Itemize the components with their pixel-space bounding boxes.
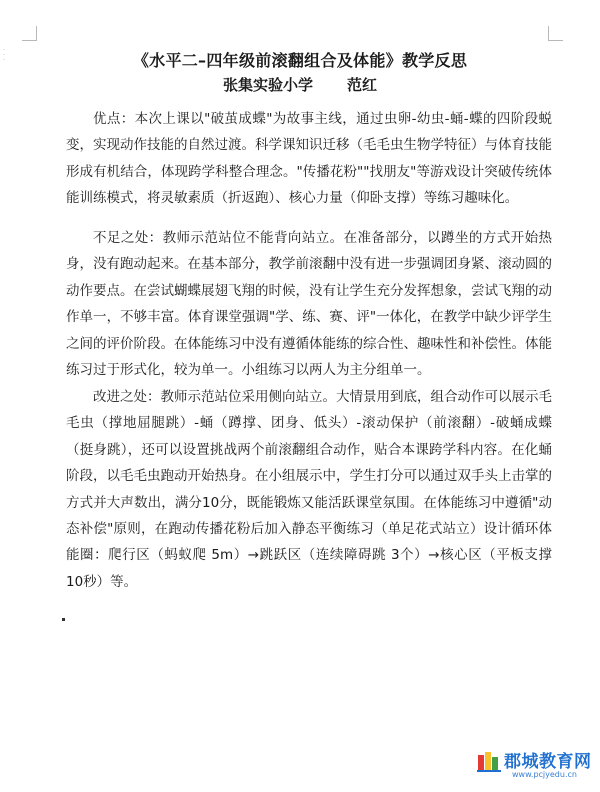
margin-dots: · · · xyxy=(3,47,5,64)
paragraph-strengths: 优点：本次上课以"破茧成蝶"为故事主线，通过虫卵-幼虫-蛹-蝶的四阶段蜕变，实现动作技能的自然过渡。科学课知识迁移（毛毛虫生物学特征）与体育技能形成有机结合，体现跨学科整合理念。"传播花粉""找朋友"等游戏设计突破传统体能训练模式，将灵敏素质（折返跑）、核心力量（仰卧支撑）等练习趣味化。 xyxy=(66,111,552,207)
crop-mark-top-left xyxy=(22,26,37,41)
author-name: 范红 xyxy=(347,76,378,94)
watermark-url: www.pcjyedu.cn xyxy=(512,770,577,779)
text-cursor-mark xyxy=(62,618,65,621)
paragraph-shortcomings: 不足之处：教师示范站位不能背向站立。在准备部分，以蹲坐的方式开始热身，没有跑动起来。在基本部分，教学前滚翻中没有进一步强调团身紧、滚动圆的动作要点。在尝试蝴蝶展翅飞翔的时候，没有让学生充分发挥想象，尝试飞翔的动作单一，不够丰富。体育课堂强调"学、练、赛、评"一体化，在教学中缺少评学生之间的评价阶段。在体能练习中没有遵循体能练的综合性、趣味性和补偿性。体能练习过于形式化，较为单一。小组练习以两人为主分组单一。 xyxy=(66,230,552,379)
book-logo-icon xyxy=(476,749,502,773)
document-title: 《水平二–四年级前滚翻组合及体能》教学反思 xyxy=(132,51,468,70)
document-byline xyxy=(0,74,600,96)
watermark-name: 郡城教育网 xyxy=(504,752,592,772)
paragraph-improvements: 改进之处：教师示范站位采用侧向站立。大情景用到底，组合动作可以展示毛毛虫（撑地屈腿跳）-蛹（蹲撑、团身、低头）-滚动保护（前滚翻）-破蛹成蝶（挺身跳），还可以设置挑战两个前滚翻组合动作，贴合本课跨学科内容。在化蛹阶段，以毛毛虫跑动开始热身。在小组展示中，学生打分可以通过双手头上击掌的方式并大声数出，满分10分，既能锻炼又能活跃课堂氛围。在体能练习中遵循"动态补偿"原则，在跑动传播花粉后加入静态平衡练习（单足花式站立）设计循环体能圈：爬行区（蚂蚁爬 5m）→跳跃区（连续障碍跳 3个）→核心区（平板支撑 10秒）等。 xyxy=(66,389,552,590)
site-watermark xyxy=(476,747,594,783)
school-name: 张集实验小学 xyxy=(222,76,313,94)
crop-mark-top-right xyxy=(548,26,563,41)
